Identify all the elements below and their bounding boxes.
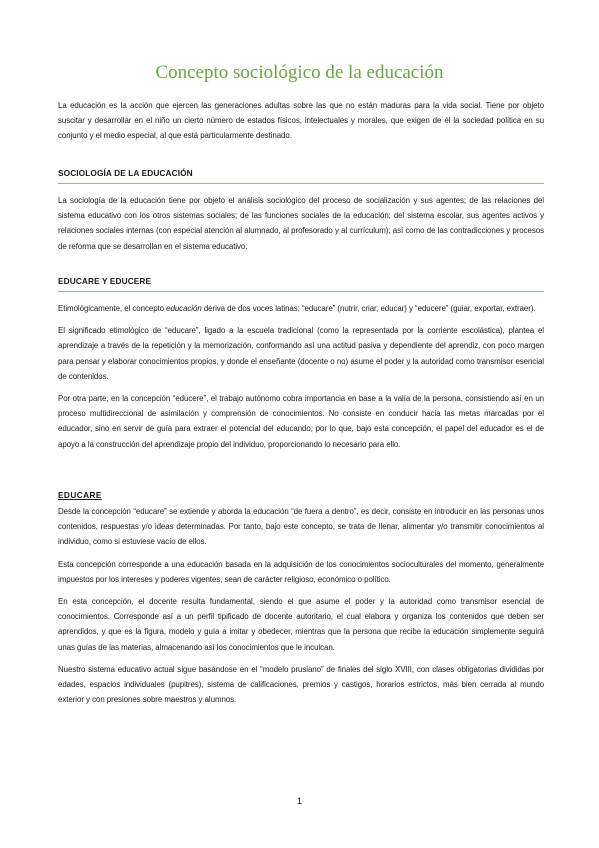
etymology-emphasis: educación (166, 304, 202, 313)
educere-meaning-paragraph: Por otra parte, en la concepción “educere”, el trabajo autónomo cobra importancia en base a la valía de la persona, consistiendo así en un proceso multidireccional de asimilación y comprensión de conocimientos. No consiste en conducir hacia las metas marcadas por el educador, sino en servir de guía para extraer el potencial del educando; por lo que, bajo esta concepción, el papel del educador es el de apoyo a la construcción del aprendizaje propio del individuo, proporcionando lo necesario para ello. (58, 394, 544, 449)
educare-paragraph-4: Nuestro sistema educativo actual sigue basándose en el “modelo prusiano” de finales del siglo XVIII, con clases obligatorias divididas por edades, espacios individuales (pupitres), sistema de calificaciones, premios y castigos, horarios estrictos, más bien cerrada al mundo exterior y con presiones sobre maestros y alumnos. (58, 664, 544, 705)
section-heading-educare-educere: EDUCARE Y EDUCERE (58, 276, 544, 292)
etymology-text-end: deriva de dos voces latinas: “educare” (nutrir, criar, educar) y “educere” (guiar, exportar, extraer). (201, 304, 536, 313)
educare-educere-section (58, 276, 544, 452)
etymology-text-start: Etimológicamente, el concepto (58, 304, 167, 313)
educare-paragraph-2: Esta concepción corresponde a una educación basada en la adquisición de los conocimientos socioculturales del momento, generalmente impuestos por los intereses y poderes vigentes, sean de carácter religioso, económico o político. (58, 559, 544, 584)
intro-section (58, 98, 544, 144)
educare-paragraph-1: Desde la concepción “educare” se extiende y aborda la educación “de fuera a dentro”, es decir, consiste en introducir en las personas unos contenidos, respuestas y/o ideas determinadas. Por tanto, bajo este concepto, se trata de llenar, alimentar y/o transmitir conocimientos al individuo, como si estuviese vacío de ellos. (58, 507, 544, 547)
sociologia-section (58, 168, 544, 254)
educare-paragraph-3: En esta concepción, el docente resulta fundamental, siendo el que asume el poder y la autoridad como transmisor esencial de conocimientos. Corresponde así a un perfil tipificado de docente autoritario, el cual elabora y organiza los contenidos que deben ser aprendidos, y que es la figura, modelo y guía a imitar y obedecer, mientras que la persona que recibe la educación simplemente seguirá unas guías de las materias, almacenando así los conocimientos que le inculcan. (58, 597, 544, 652)
section-heading-sociologia: SOCIOLOGÍA DE LA EDUCACIÓN (58, 168, 544, 184)
educare-meaning-paragraph: El significado etimológico de “educare”, ligado a la escuela tradicional (como la representada por la corriente escolástica), plantea el aprendizaje a través de la repetición y la memorización, conformando así una actitud pasiva y dependiente del aprendiz, con poco margen para pensar y elaborar conocimientos propios, y donde el enseñante (docente o no) asume el poder y la autoridad como transmisor esencial de contenidos. (58, 326, 544, 381)
etymology-paragraph (58, 301, 544, 316)
document-title: Concepto sociológico de la educación (155, 62, 444, 83)
intro-paragraph: La educación es la acción que ejercen las generaciones adultas sobre las que no están maduras para la vida social. Tiene por objeto suscitar y desarrollar en el niño un cierto número de estados físicos, intelectuales y morales, que exigen de él la sociedad política en su conjunto y el medio especial, al que está particularmente destinado. (58, 101, 544, 141)
sociologia-paragraph: La sociología de la educación tiene por objeto el análisis sociológico del proceso de socialización y sus agentes; de las relaciones del sistema educativo con los otros sistemas sociales; de las funciones sociales de la educación; del sistema escolar, sus agentes activos y relaciones sociales internas (con especial atención al alumnado, al profesorado y al currículum); así como de las contradicciones y procesos de reforma que se desarrollan en el sistema educativo. (58, 196, 544, 251)
educare-section (58, 490, 544, 707)
section-heading-educare: EDUCARE (58, 490, 102, 500)
page-number: 1 (296, 796, 302, 806)
